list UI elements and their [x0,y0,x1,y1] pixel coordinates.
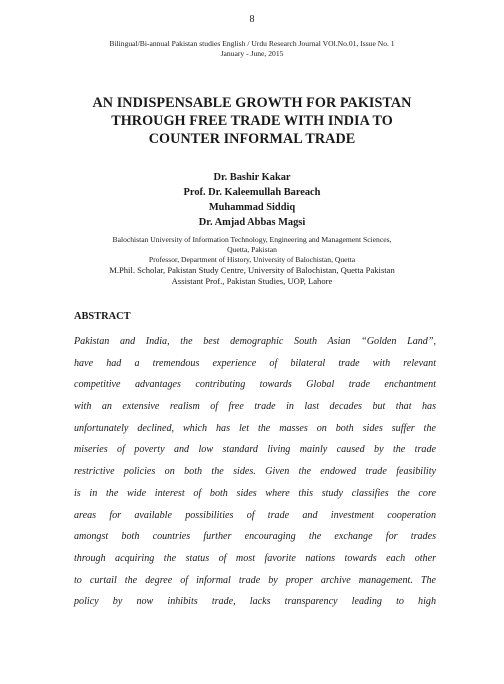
abstract-body [74,331,436,613]
title-line: AN INDISPENSABLE GROWTH FOR PAKISTAN [92,95,412,111]
abstract-line: to curtail the degree of informal trade by proper archive management. The [74,574,436,586]
paper-title [40,94,464,148]
abstract-line: unfortunately declined, which has let the masses on both sides suffer the [74,422,436,434]
page-number: 8 [249,14,255,25]
abstract-line: areas for available possibilities of trade and investment cooperation [74,509,436,521]
abstract-heading: ABSTRACT [74,311,131,322]
affiliation: M.Phil. Scholar, Pakistan Study Centre, University of Balochistan, Quetta Pakistan [109,265,395,275]
journal-date: January - June, 2015 [220,49,284,58]
abstract-line: competitive advantages contributing towards Global trade enchantment [74,379,436,391]
affiliation: Assistant Prof., Pakistan Studies, UOP, Lahore [171,276,333,286]
abstract-line: policy by now inhibits trade, lacks transparency leading to high [74,596,436,608]
affiliation-list [0,235,504,287]
affiliation: Quetta, Pakistan [227,245,277,254]
title-line: COUNTER INFORMAL TRADE [148,131,356,147]
title-line: THROUGH FREE TRADE WITH INDIA TO [111,113,393,129]
abstract-line: Pakistan and India, the best demographic South Asian “Golden Land”, [74,336,436,347]
abstract-line: is in the wide interest of both sides where this study classifies the core [74,487,436,499]
author-name: Prof. Dr. Kaleemullah Bareach [183,187,321,198]
author-name: Dr. Amjad Abbas Magsi [198,217,306,228]
abstract-line: with an extensive realism of free trade in last decades but that has [74,401,436,413]
abstract-line: miseries of poverty and low standard living mainly caused by the trade [74,444,436,456]
abstract-line: have had a tremendous experience of bilateral trade with relevant [74,357,436,369]
author-name: Muhammad Siddiq [208,202,296,213]
author-name: Dr. Bashir Kakar [213,172,291,183]
abstract-line: through acquiring the status of most favorite nations towards each other [74,552,436,564]
author-list [0,170,504,230]
abstract-line: amongst both countries further encouraging the exchange for trades [74,531,436,543]
affiliation: Professor, Department of History, University of Balochistan, Quetta [148,255,356,264]
journal-name: Bilingual/Bi-annual Pakistan studies English / Urdu Research Journal VOl.No.01, Issue No. 1 [109,39,395,48]
journal-header [0,39,504,59]
abstract-line: restrictive policies on both the sides. Given the endowed trade feasibility [74,466,436,478]
affiliation: Balochistan University of Information Technology, Engineering and Management Sciences, [112,235,392,244]
